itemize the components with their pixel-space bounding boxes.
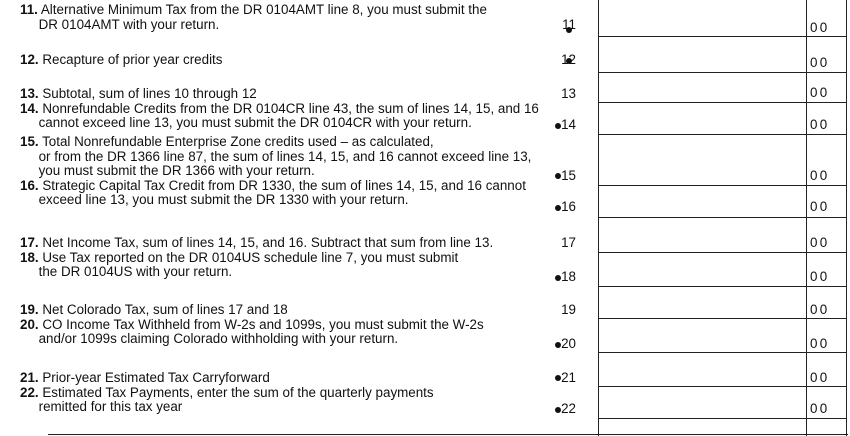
- line-label-13: 13: [561, 86, 576, 101]
- cents-column-left-border: [806, 0, 807, 436]
- line-desc: you must submit the DR 1366 with your return.: [38, 163, 315, 179]
- line-label-14: 14: [561, 117, 576, 132]
- amount-field-underline: [598, 252, 806, 253]
- cents-field-17[interactable]: 00: [810, 235, 830, 250]
- amount-field-underline: [598, 386, 806, 387]
- cents-field-22[interactable]: 00: [810, 401, 830, 416]
- amount-field-underline: [598, 418, 806, 419]
- line-number: 15.: [20, 134, 39, 149]
- line-11-text: [20, 3, 487, 32]
- line-desc: Estimated Tax Payments, enter the sum of the quarterly payments: [42, 384, 434, 400]
- amount-field-12[interactable]: [598, 40, 802, 72]
- amount-field-underline: [598, 72, 806, 73]
- cents-underline: [806, 36, 846, 37]
- line-number: 19.: [20, 302, 39, 317]
- line-number: 16.: [20, 177, 39, 193]
- cents-underline: [806, 217, 846, 218]
- amount-field-underline: [598, 286, 806, 287]
- cents-underline: [806, 286, 846, 287]
- line-number: 20.: [20, 316, 39, 332]
- cents-field-13[interactable]: 00: [810, 85, 830, 100]
- line-desc: DR 0104AMT with your return.: [38, 16, 220, 32]
- cents-underline: [806, 418, 846, 419]
- cents-field-20[interactable]: 00: [810, 336, 830, 351]
- line-label-19: 19: [561, 302, 576, 317]
- line-19-20-text: [20, 303, 484, 347]
- cents-underline: [806, 134, 846, 135]
- cents-field-18[interactable]: 00: [810, 269, 830, 284]
- bottom-rule: [48, 434, 848, 435]
- cents-field-12[interactable]: 00: [810, 55, 830, 70]
- line-number: 21.: [20, 370, 39, 385]
- line-desc: or from the DR 1366 line 87, the sum of lines 14, 15, and 16 cannot exceed line 13,: [38, 148, 532, 164]
- line-label-11: 11: [562, 17, 576, 32]
- amount-field-underline: [598, 102, 806, 103]
- line-desc: the DR 0104US with your return.: [38, 264, 233, 280]
- line-desc: Net Income Tax, sum of lines 14, 15, and 16. Subtract that sum from line 13.: [42, 235, 494, 250]
- amount-field-underline: [598, 134, 806, 135]
- cents-underline: [806, 252, 846, 253]
- line-13-14-text: [20, 87, 539, 131]
- cents-column-right-border: [846, 0, 847, 436]
- line-label-18: 18: [561, 269, 576, 284]
- cents-underline: [806, 102, 846, 103]
- line-desc: Nonrefundable Credits from the DR 0104CR line 43, the sum of lines 14, 15, and 16: [42, 100, 539, 116]
- line-label-16: 16: [561, 199, 576, 214]
- amount-field-underline: [598, 217, 806, 218]
- line-number: 13.: [20, 86, 39, 101]
- line-number: 17.: [20, 235, 39, 250]
- line-number: 22.: [20, 384, 39, 400]
- line-label-21: 21: [561, 370, 576, 385]
- line-desc: Net Colorado Tax, sum of lines 17 and 18: [42, 302, 288, 317]
- cents-underline: [806, 72, 846, 73]
- cents-field-19[interactable]: 00: [810, 302, 830, 317]
- amount-field-underline: [598, 36, 806, 37]
- line-desc: Strategic Capital Tax Credit from DR 1330, the sum of lines 14, 15, and 16 cannot: [42, 177, 526, 193]
- line-15-16-text: [20, 135, 531, 208]
- line-desc: cannot exceed line 13, you must submit the DR 0104CR with your return.: [38, 115, 472, 131]
- cents-field-21[interactable]: 00: [810, 370, 830, 385]
- line-number: 18.: [20, 249, 39, 265]
- amount-field-underline: [598, 352, 806, 353]
- line-desc: CO Income Tax Withheld from W-2s and 1099s, you must submit the W-2s: [42, 316, 484, 332]
- line-desc: exceed line 13, you must submit the DR 1330 with your return.: [38, 192, 409, 208]
- line-desc: Recapture of prior year credits: [42, 52, 223, 67]
- cents-underline: [806, 185, 846, 186]
- line-desc: Total Nonrefundable Enterprise Zone credits used – as calculated,: [42, 134, 434, 149]
- cents-field-15[interactable]: 00: [810, 168, 830, 183]
- line-number: 12.: [20, 52, 39, 67]
- cents-underline: [806, 318, 846, 319]
- line-number: 11.: [20, 2, 38, 17]
- amount-field-underline: [598, 318, 806, 319]
- line-desc: Alternative Minimum Tax from the DR 0104AMT line 8, you must submit the: [40, 2, 487, 17]
- line-desc: Subtotal, sum of lines 10 through 12: [42, 86, 257, 101]
- line-label-22: 22: [561, 401, 576, 416]
- line-desc: Prior-year Estimated Tax Carryforward: [42, 370, 270, 385]
- line-label-12: 12: [561, 52, 576, 67]
- cents-underline: [806, 386, 846, 387]
- amount-field-11[interactable]: [598, 4, 802, 36]
- line-12-text: [20, 53, 222, 68]
- line-label-17: 17: [561, 235, 576, 250]
- line-17-18-text: [20, 236, 493, 280]
- line-desc: Use Tax reported on the DR 0104US schedule line 7, you must submit: [42, 249, 459, 265]
- cents-field-14[interactable]: 00: [810, 117, 830, 132]
- line-label-20: 20: [561, 336, 576, 351]
- line-21-22-text: [20, 371, 434, 415]
- cents-field-16[interactable]: 00: [810, 199, 830, 214]
- amount-field-underline: [598, 185, 806, 186]
- cents-field-11[interactable]: 00: [810, 20, 830, 35]
- line-desc: remitted for this tax year: [38, 399, 183, 415]
- line-desc: and/or 1099s claiming Colorado withholding with your return.: [38, 331, 399, 347]
- cents-underline: [806, 352, 846, 353]
- line-label-15: 15: [561, 168, 576, 183]
- line-number: 14.: [20, 100, 39, 116]
